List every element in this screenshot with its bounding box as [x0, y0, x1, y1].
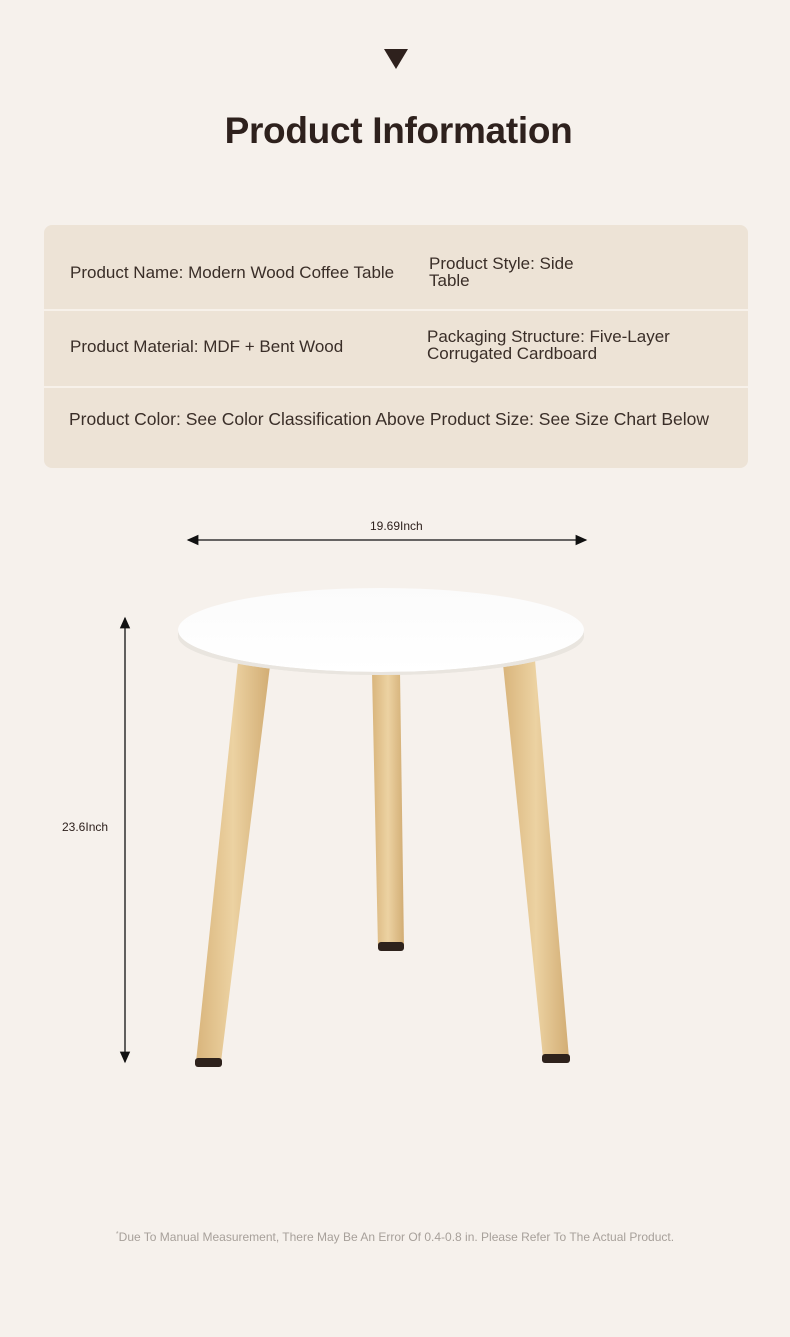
back-leg: [372, 672, 404, 951]
packaging-line1: Packaging Structure: Five-Layer: [427, 327, 670, 346]
product-material: Product Material: MDF + Bent Wood: [70, 337, 344, 356]
packaging-line2: Corrugated Cardboard: [427, 344, 598, 363]
tabletop: [178, 588, 584, 675]
right-leg: [503, 660, 570, 1063]
info-row: [44, 225, 748, 311]
packaging-structure: [427, 328, 707, 362]
product-style-line2: Table: [429, 271, 470, 290]
product-color-size: Product Color: See Color Classification Above Product Size: See Size Chart Below: [69, 409, 710, 429]
width-dimension-label: 19.69Inch: [370, 519, 423, 533]
product-name: Product Name: Modern Wood Coffee Table: [70, 263, 395, 282]
height-dimension-label: 23.6Inch: [62, 820, 109, 834]
left-leg: [195, 662, 270, 1067]
page-title: Product Information: [224, 110, 573, 151]
table-illustration: [0, 480, 790, 1180]
product-style: [429, 255, 599, 289]
info-row: [44, 388, 748, 468]
product-info-panel: [44, 225, 748, 468]
product-style-line1: Product Style: Side: [429, 254, 574, 273]
scroll-down-arrow-icon: [384, 49, 408, 69]
disclaimer: [0, 1230, 790, 1244]
info-row: [44, 311, 748, 388]
size-chart: [0, 480, 790, 1180]
asterisk: *: [115, 1231, 119, 1238]
disclaimer-text: Due To Manual Measurement, There May Be An Error Of 0.4-0.8 in. Please Refer To The Actual Product.: [118, 1230, 675, 1244]
